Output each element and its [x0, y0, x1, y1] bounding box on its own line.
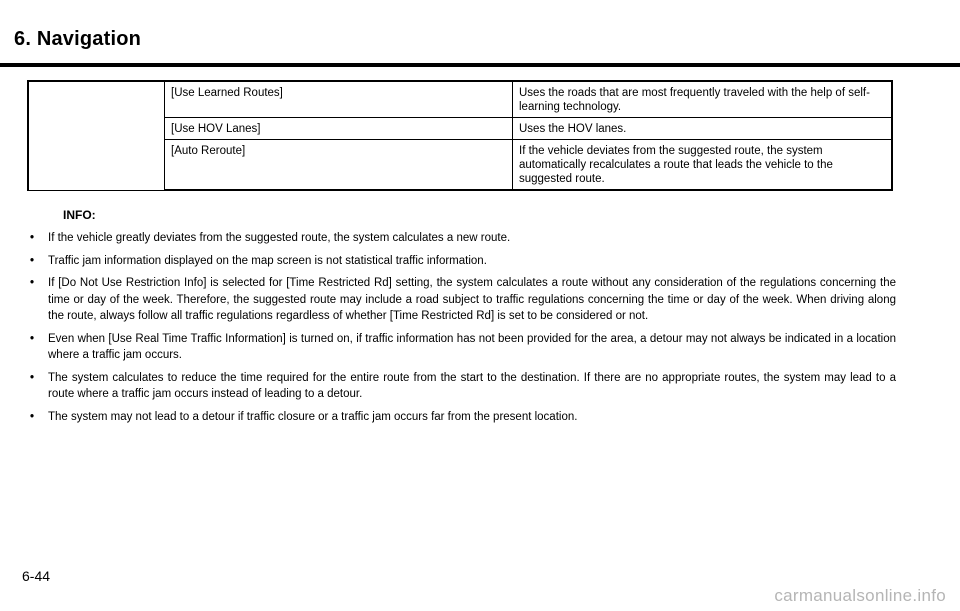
list-item-text: The system calculates to reduce the time required for the entire route from the start to the destination. If there are no appropriate routes, the system may lead to a route where a traffic jam occurs instead of leading to a detour.: [48, 371, 896, 400]
option-cell: [Use HOV Lanes]: [165, 118, 513, 140]
bullet-icon: •: [30, 332, 35, 345]
list-item: [30, 409, 896, 426]
description-cell: Uses the roads that are most frequently traveled with the help of self-learning technology.: [513, 81, 893, 118]
bullet-icon: •: [30, 254, 35, 267]
settings-table: [27, 80, 893, 191]
list-item: [30, 253, 896, 270]
table-empty-cell: [28, 81, 165, 190]
info-label: INFO:: [63, 208, 96, 222]
page-number: 6-44: [22, 568, 51, 584]
section-title: 6. Navigation: [14, 28, 142, 50]
info-list: [30, 230, 896, 431]
list-item-text: If the vehicle greatly deviates from the suggested route, the system calculates a new route.: [48, 232, 511, 244]
list-item-text: The system may not lead to a detour if traffic closure or a traffic jam occurs far from the present location.: [48, 410, 578, 423]
bullet-icon: •: [30, 232, 35, 244]
table-row: [28, 81, 892, 118]
list-item-text: Even when [Use Real Time Traffic Information] is turned on, if traffic information has not been provided for the area, a detour may not always be indicated in a location where a traffic jam occurs.: [48, 332, 896, 361]
option-cell: [Auto Reroute]: [165, 140, 513, 191]
description-cell: If the vehicle deviates from the suggested route, the system automatically recalculates a route that leads the vehicle to the suggested route.: [513, 140, 893, 191]
watermark: carmanualsonline.info: [774, 586, 946, 605]
list-item: [30, 331, 896, 364]
header-divider: [0, 63, 960, 67]
option-cell: [Use Learned Routes]: [165, 81, 513, 118]
bullet-icon: •: [30, 410, 35, 423]
bullet-icon: •: [30, 277, 35, 289]
list-item: [30, 275, 896, 325]
bullet-icon: •: [30, 371, 35, 384]
list-item-text: If [Do Not Use Restriction Info] is selected for [Time Restricted Rd] setting, the system calculates a route without any consideration of the regulations concerning the time or day of the week. Therefore, the suggested route may include a road subject to traffic regulations concerning the time or day of the week. When driving along the route, always follow all traffic regulations regardless of whether [Time Restricted Rd] is set to be considered or not.: [48, 277, 896, 322]
list-item: [30, 230, 896, 247]
description-cell: Uses the HOV lanes.: [513, 118, 893, 140]
list-item-text: Traffic jam information displayed on the map screen is not statistical traffic information.: [48, 254, 487, 267]
list-item: [30, 370, 896, 403]
